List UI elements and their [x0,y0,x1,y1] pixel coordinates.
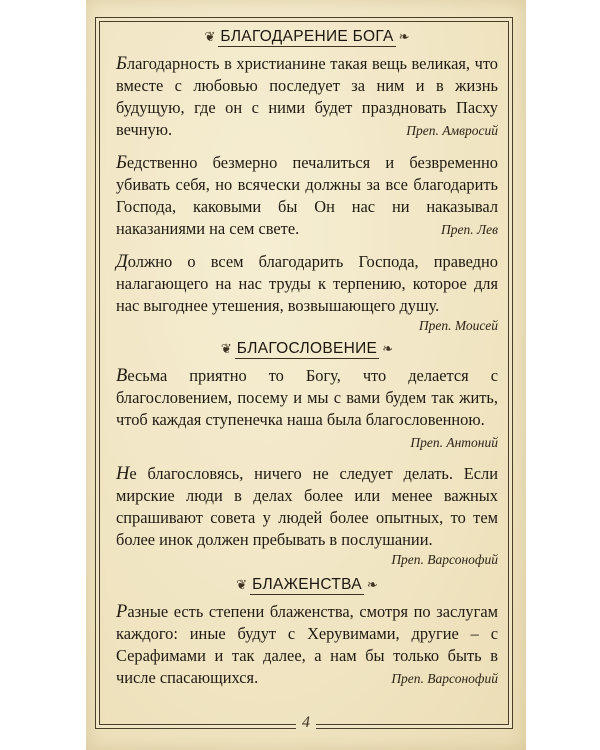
quote-author: Преп. Антоний [410,435,498,450]
ornament-left-icon: ❦ [220,341,232,357]
page-number-value: 4 [296,714,316,731]
quote-text [116,601,498,689]
quote-body: е благословясь, ничего не следует делать. Если мирские люди в делах более или менее важных спрашивают совета у людей более опытных, то тем более инок должен пребывать в послушании. [116,464,498,549]
drop-cap: В [116,366,128,386]
quote-text [116,365,498,450]
ornament-left-icon: ❦ [236,577,248,593]
quote-author: Преп. Варсонофий [391,671,498,686]
drop-cap: Б [116,54,127,74]
section-title: БЛАЖЕНСТВА [252,575,362,593]
ornament-right-icon: ❧ [382,341,394,357]
quote-body: олжно о всем благодарить Господа, праведно налагающего на нас труды к терпению, которое для нас выгоднее утешения, возвышающего душу. [116,252,498,315]
quote-body: лагодарность в христианине такая вещь великая, что вместе с любовью последует за ним и в жизнь будущую, где он с ними будет праздновать Пасху вечную. [116,54,498,139]
drop-cap: Д [116,252,128,272]
quote-text [116,251,498,317]
quote-body: азные есть степени блаженства, смотря по заслугам каждого: иные будут с Херувимами, другие – с Серафимами и так далее, а нам бы только быть в числе спасающихся. [116,602,498,687]
quote-author: Преп. Моисей [418,318,498,333]
quote-author: Преп. Амвросий [406,123,498,138]
section-heading [116,575,498,595]
quote-body: есьма приятно то Богу, что делается с благословением, посему и мы с вами будем так жить, чтоб каждая ступенечка наша была благословенною. [116,366,498,429]
section-title: БЛАГОСЛОВЕНИЕ [236,339,378,357]
section-heading [116,27,498,47]
section-heading [116,339,498,359]
quote-text [116,463,498,551]
quote-body: едственно безмерно печалиться и безвременно убивать себя, но всячески должны за все благодарить Господа, каковыми бы Он нас ни наказывал наказаниями на сем свете. [116,153,498,238]
quote-author: Преп. Лев [441,222,498,237]
ornament-left-icon: ❦ [204,29,216,45]
quote-author: Преп. Варсонофий [391,552,498,567]
page-number [86,714,526,732]
page-content [116,27,498,689]
drop-cap: Б [116,153,127,173]
quote-text [116,152,498,240]
drop-cap: Р [116,602,128,622]
ornament-right-icon: ❧ [398,29,410,45]
section-title: БЛАГОДАРЕНИЕ БОГА [220,27,394,45]
drop-cap: Н [116,464,130,484]
ornament-right-icon: ❧ [366,577,378,593]
quote-text [116,53,498,141]
book-page [86,0,526,750]
